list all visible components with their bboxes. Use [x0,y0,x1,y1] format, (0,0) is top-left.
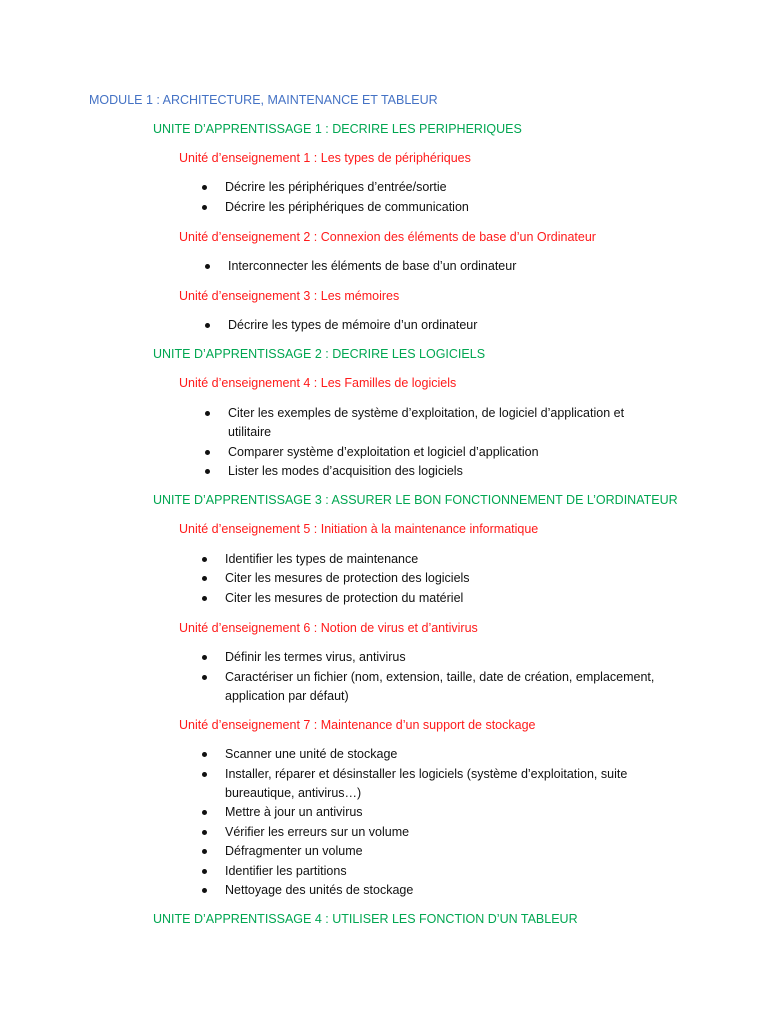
bullet [202,849,207,854]
bullet [202,810,207,815]
bullet [205,450,210,455]
bullet [202,869,207,874]
list-item: Interconnecter les éléments de base d’un ordinateur [228,259,517,273]
list-item: Citer les mesures de protection du matériel [225,591,464,605]
list-item: Identifier les types de maintenance [225,552,419,566]
ue3-title: Unité d’enseignement 3 : Les mémoires [179,289,400,303]
list-item: Citer les exemples de système d’exploitation, de logiciel d’application et [228,406,625,420]
ue7-title: Unité d’enseignement 7 : Maintenance d’un support de stockage [179,718,536,732]
bullet [205,411,210,416]
ue5-title: Unité d’enseignement 5 : Initiation à la maintenance informatique [179,522,539,536]
bullet [202,576,207,581]
bullet [205,469,210,474]
list-item: Scanner une unité de stockage [225,747,398,761]
list-item: Citer les mesures de protection des logiciels [225,571,470,585]
ue6-title: Unité d’enseignement 6 : Notion de virus et d’antivirus [179,621,478,635]
bullet [202,205,207,210]
ua1-title: UNITE D’APPRENTISSAGE 1 : DECRIRE LES PERIPHERIQUES [153,122,522,136]
bullet [205,264,210,269]
module-title: MODULE 1 : ARCHITECTURE, MAINTENANCE ET TABLEUR [89,93,438,107]
list-item: Vérifier les erreurs sur un volume [225,825,410,839]
bullet [202,830,207,835]
bullet [202,888,207,893]
list-item: Décrire les types de mémoire d’un ordinateur [228,318,478,332]
bullet [202,557,207,562]
list-item-continuation: bureautique, antivirus…) [225,786,362,800]
bullet [202,596,207,601]
list-item: Identifier les partitions [225,864,347,878]
ue2-title: Unité d’enseignement 2 : Connexion des éléments de base d’un Ordinateur [179,230,596,244]
ua2-title: UNITE D’APPRENTISSAGE 2 : DECRIRE LES LOGICIELS [153,347,486,361]
bullet [202,772,207,777]
bullet [202,185,207,190]
bullet [202,675,207,680]
bullet [205,323,210,328]
list-item-continuation: utilitaire [228,425,272,439]
list-item: Nettoyage des unités de stockage [225,883,414,897]
list-item: Installer, réparer et désinstaller les logiciels (système d’exploitation, suite [225,767,628,781]
list-item: Défragmenter un volume [225,844,363,858]
list-item: Définir les termes virus, antivirus [225,650,406,664]
bullet [202,655,207,660]
ue1-title: Unité d’enseignement 1 : Les types de périphériques [179,151,471,165]
bullet [202,752,207,757]
ue4-title: Unité d’enseignement 4 : Les Familles de logiciels [179,376,457,390]
list-item-continuation: application par défaut) [225,689,349,703]
list-item: Décrire les périphériques d’entrée/sortie [225,180,447,194]
list-item: Mettre à jour un antivirus [225,805,363,819]
list-item: Comparer système d’exploitation et logiciel d’application [228,445,539,459]
ua3-title: UNITE D’APPRENTISSAGE 3 : ASSURER LE BON FONCTIONNEMENT DE L’ORDINATEUR [153,493,678,507]
list-item: Décrire les périphériques de communication [225,200,469,214]
list-item: Lister les modes d’acquisition des logiciels [228,464,463,478]
ua4-title: UNITE D’APPRENTISSAGE 4 : UTILISER LES FONCTION D’UN TABLEUR [153,912,578,926]
list-item: Caractériser un fichier (nom, extension, taille, date de création, emplacement, [225,670,655,684]
